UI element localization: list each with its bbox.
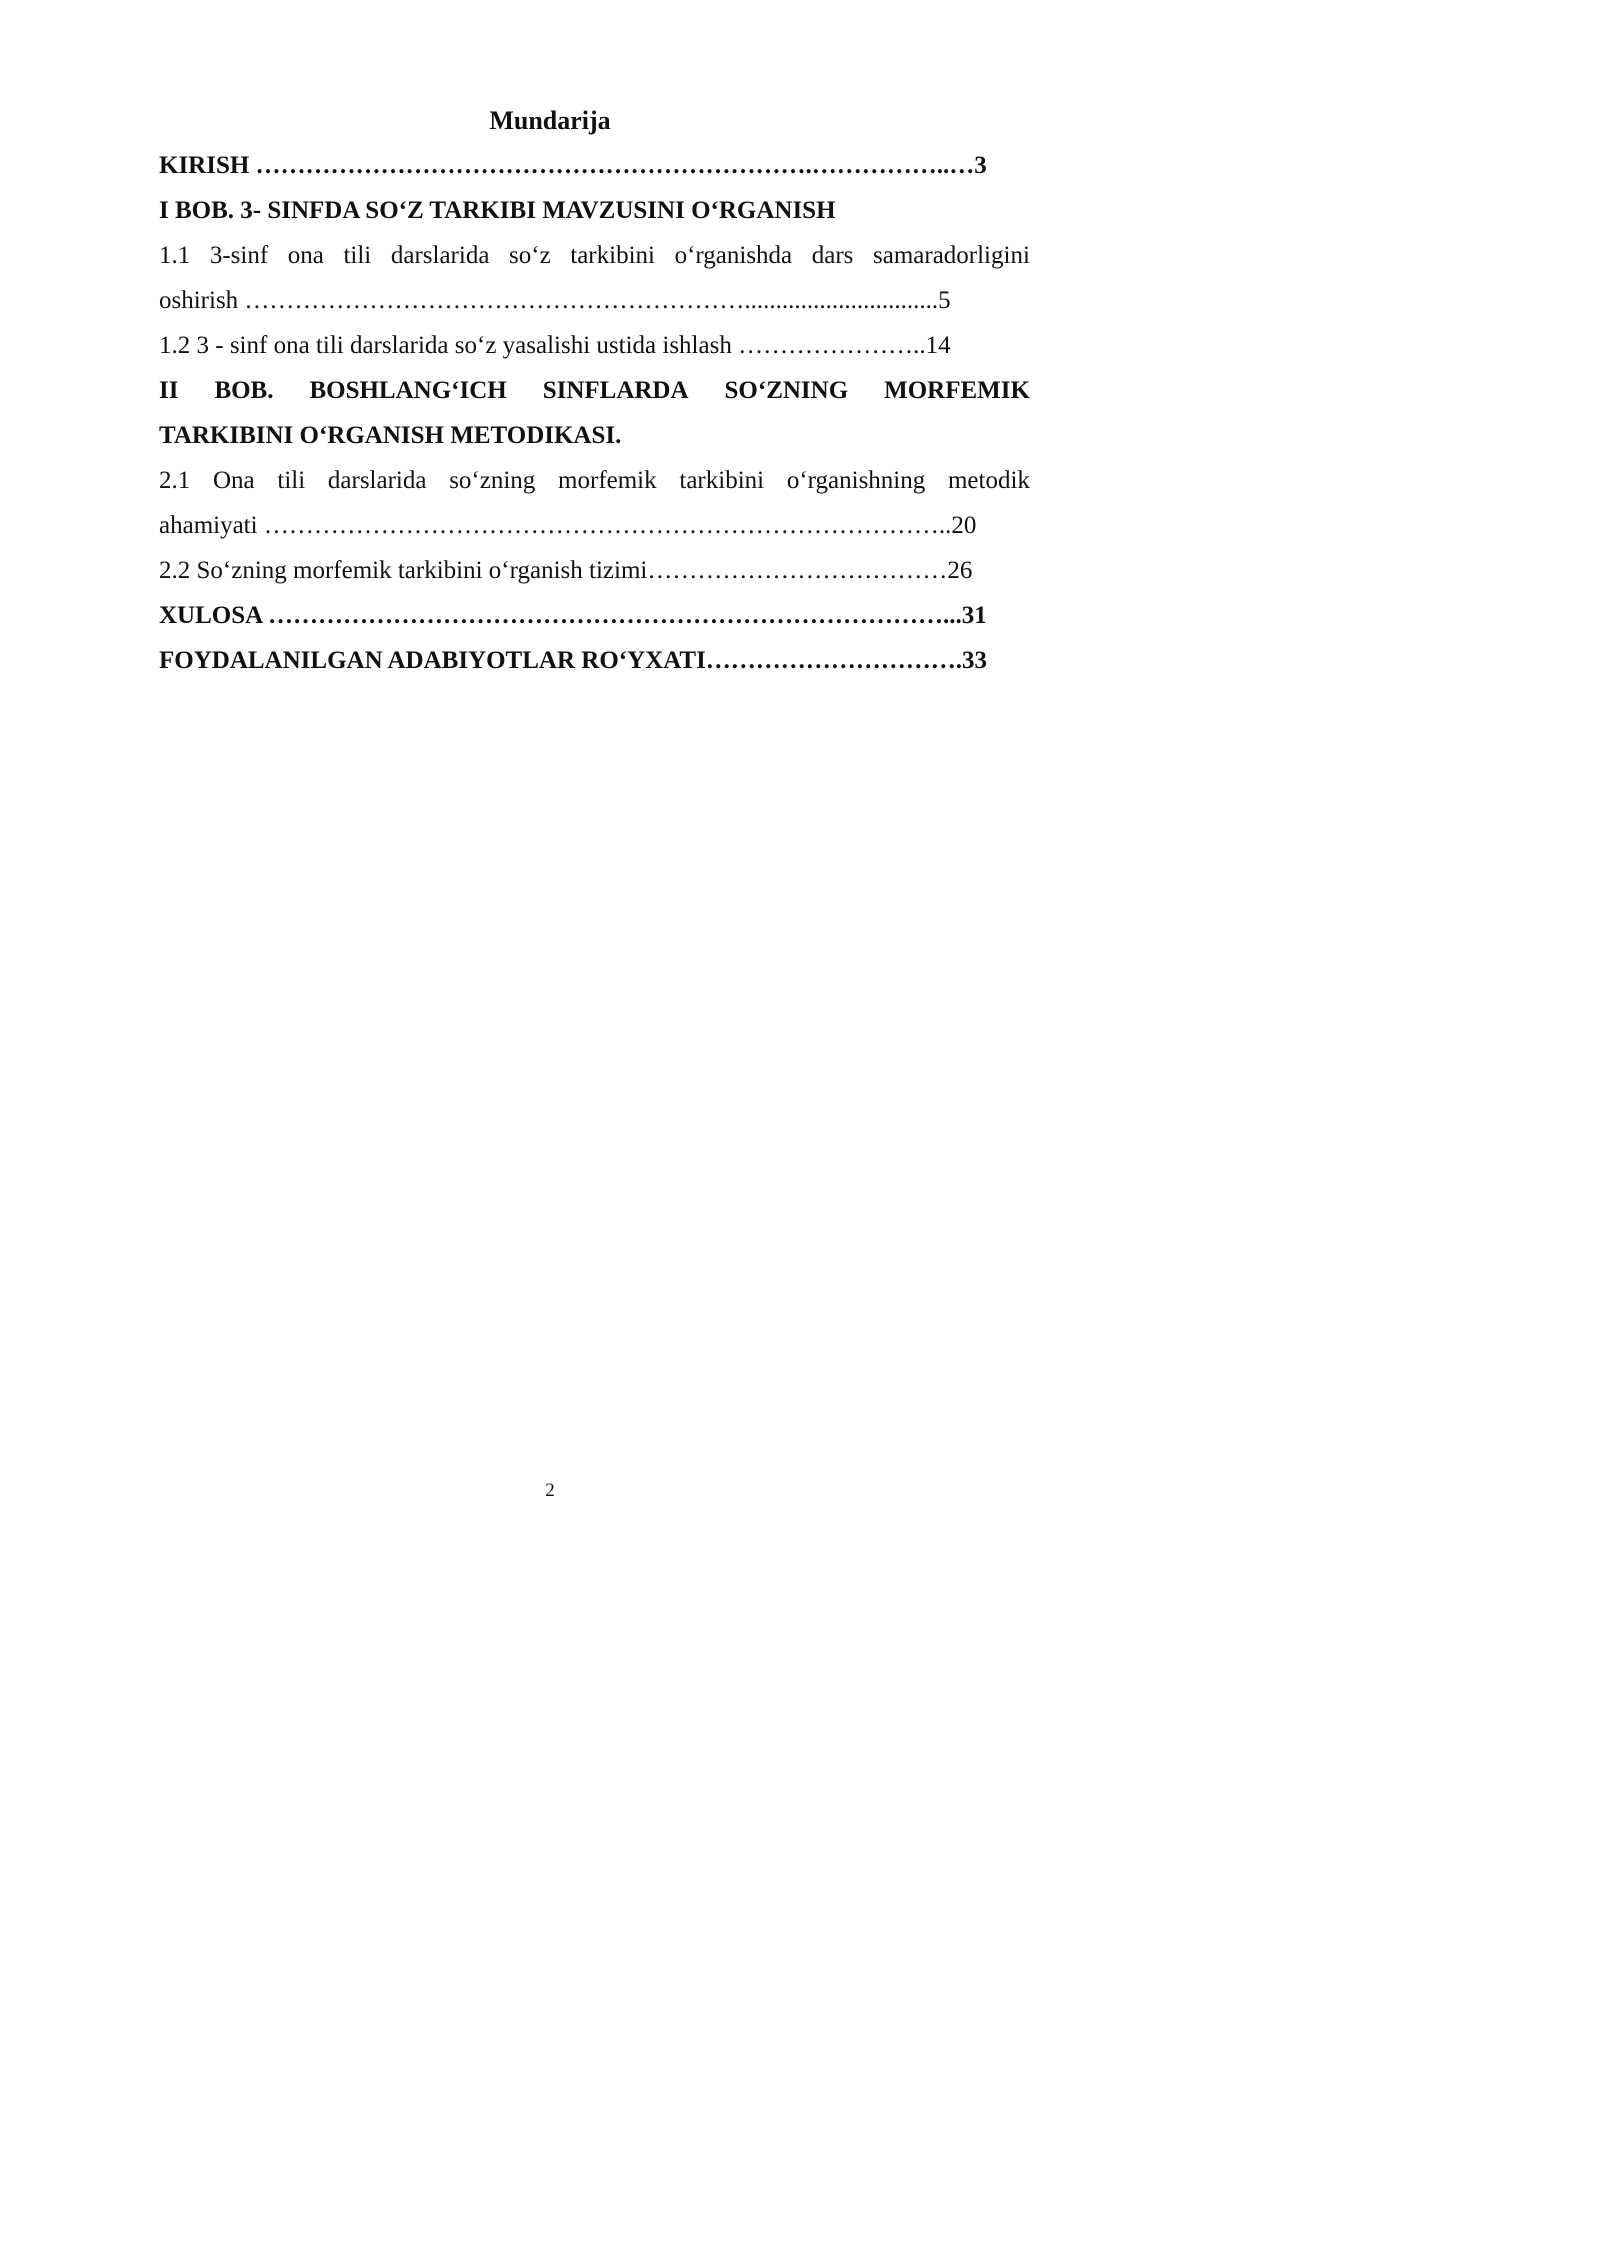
toc-word: tili (277, 467, 306, 494)
toc-chapter-2-heading-line-2: TARKIBINI O‘RGANISH METODIKASI. (159, 422, 622, 449)
toc-word: morfemik (558, 467, 657, 494)
toc-entry-1-2: 1.2 3 - sinf ona tili darslarida so‘z yasalishi ustida ishlash …………………..14 (159, 332, 951, 359)
toc-entry-xulosa: XULOSA ………………………………………………………………………...31 (159, 602, 987, 629)
toc-word: SINFLARDA (542, 377, 689, 404)
toc-word: BOB. (214, 377, 274, 404)
toc-word: Ona (212, 467, 255, 494)
toc-word: tarkibini (570, 242, 655, 269)
toc-entry-2-1-line-1 (159, 466, 1030, 496)
toc-word: darslarida (327, 467, 427, 494)
toc-word: ona (287, 242, 324, 269)
toc-entry-kirish: KIRISH ………………………………………………………….……………..…3 (159, 152, 987, 179)
toc-word: 1.1 (159, 242, 191, 269)
document-page (0, 0, 1100, 1555)
toc-word: MORFEMIK (884, 377, 1030, 404)
toc-word: darslarida (390, 242, 490, 269)
toc-entry-2-2: 2.2 So‘zning morfemik tarkibini o‘rganish tizimi………………………………26 (159, 557, 973, 584)
toc-word: o‘rganishning (786, 467, 926, 494)
toc-word: o‘rganishda (674, 242, 793, 269)
page-title: Mundarija (489, 106, 611, 135)
toc-word: so‘zning (449, 467, 536, 494)
toc-word: 3-sinf (209, 242, 269, 269)
toc-word: II (159, 377, 179, 404)
toc-entry-1-1-line-2: oshirish ……………………………………………………...............................5 (159, 287, 951, 314)
toc-word: samaradorligini (873, 242, 1030, 269)
toc-word: 2.1 (159, 467, 191, 494)
toc-entry-1-1-line-1 (159, 241, 1030, 271)
toc-entry-2-1-line-2: ahamiyati ………………………………………………………………………..20 (159, 512, 977, 539)
toc-chapter-2-heading-line-1 (159, 376, 1030, 406)
page-number: 2 (545, 1480, 555, 1501)
toc-word: tili (343, 242, 372, 269)
toc-chapter-1-heading: I BOB. 3- SINFDA SO‘Z TARKIBI MAVZUSINI O‘RGANISH (159, 197, 836, 224)
toc-word: BOSHLANG‘ICH (309, 377, 507, 404)
toc-word: so‘z (509, 242, 551, 269)
toc-word: metodik (947, 467, 1030, 494)
toc-word: tarkibini (679, 467, 765, 494)
toc-entry-adabiyotlar: FOYDALANILGAN ADABIYOTLAR RO‘YXATI………………………….33 (159, 647, 988, 674)
toc-word: dars (811, 242, 854, 269)
toc-word: SO‘ZNING (724, 377, 849, 404)
